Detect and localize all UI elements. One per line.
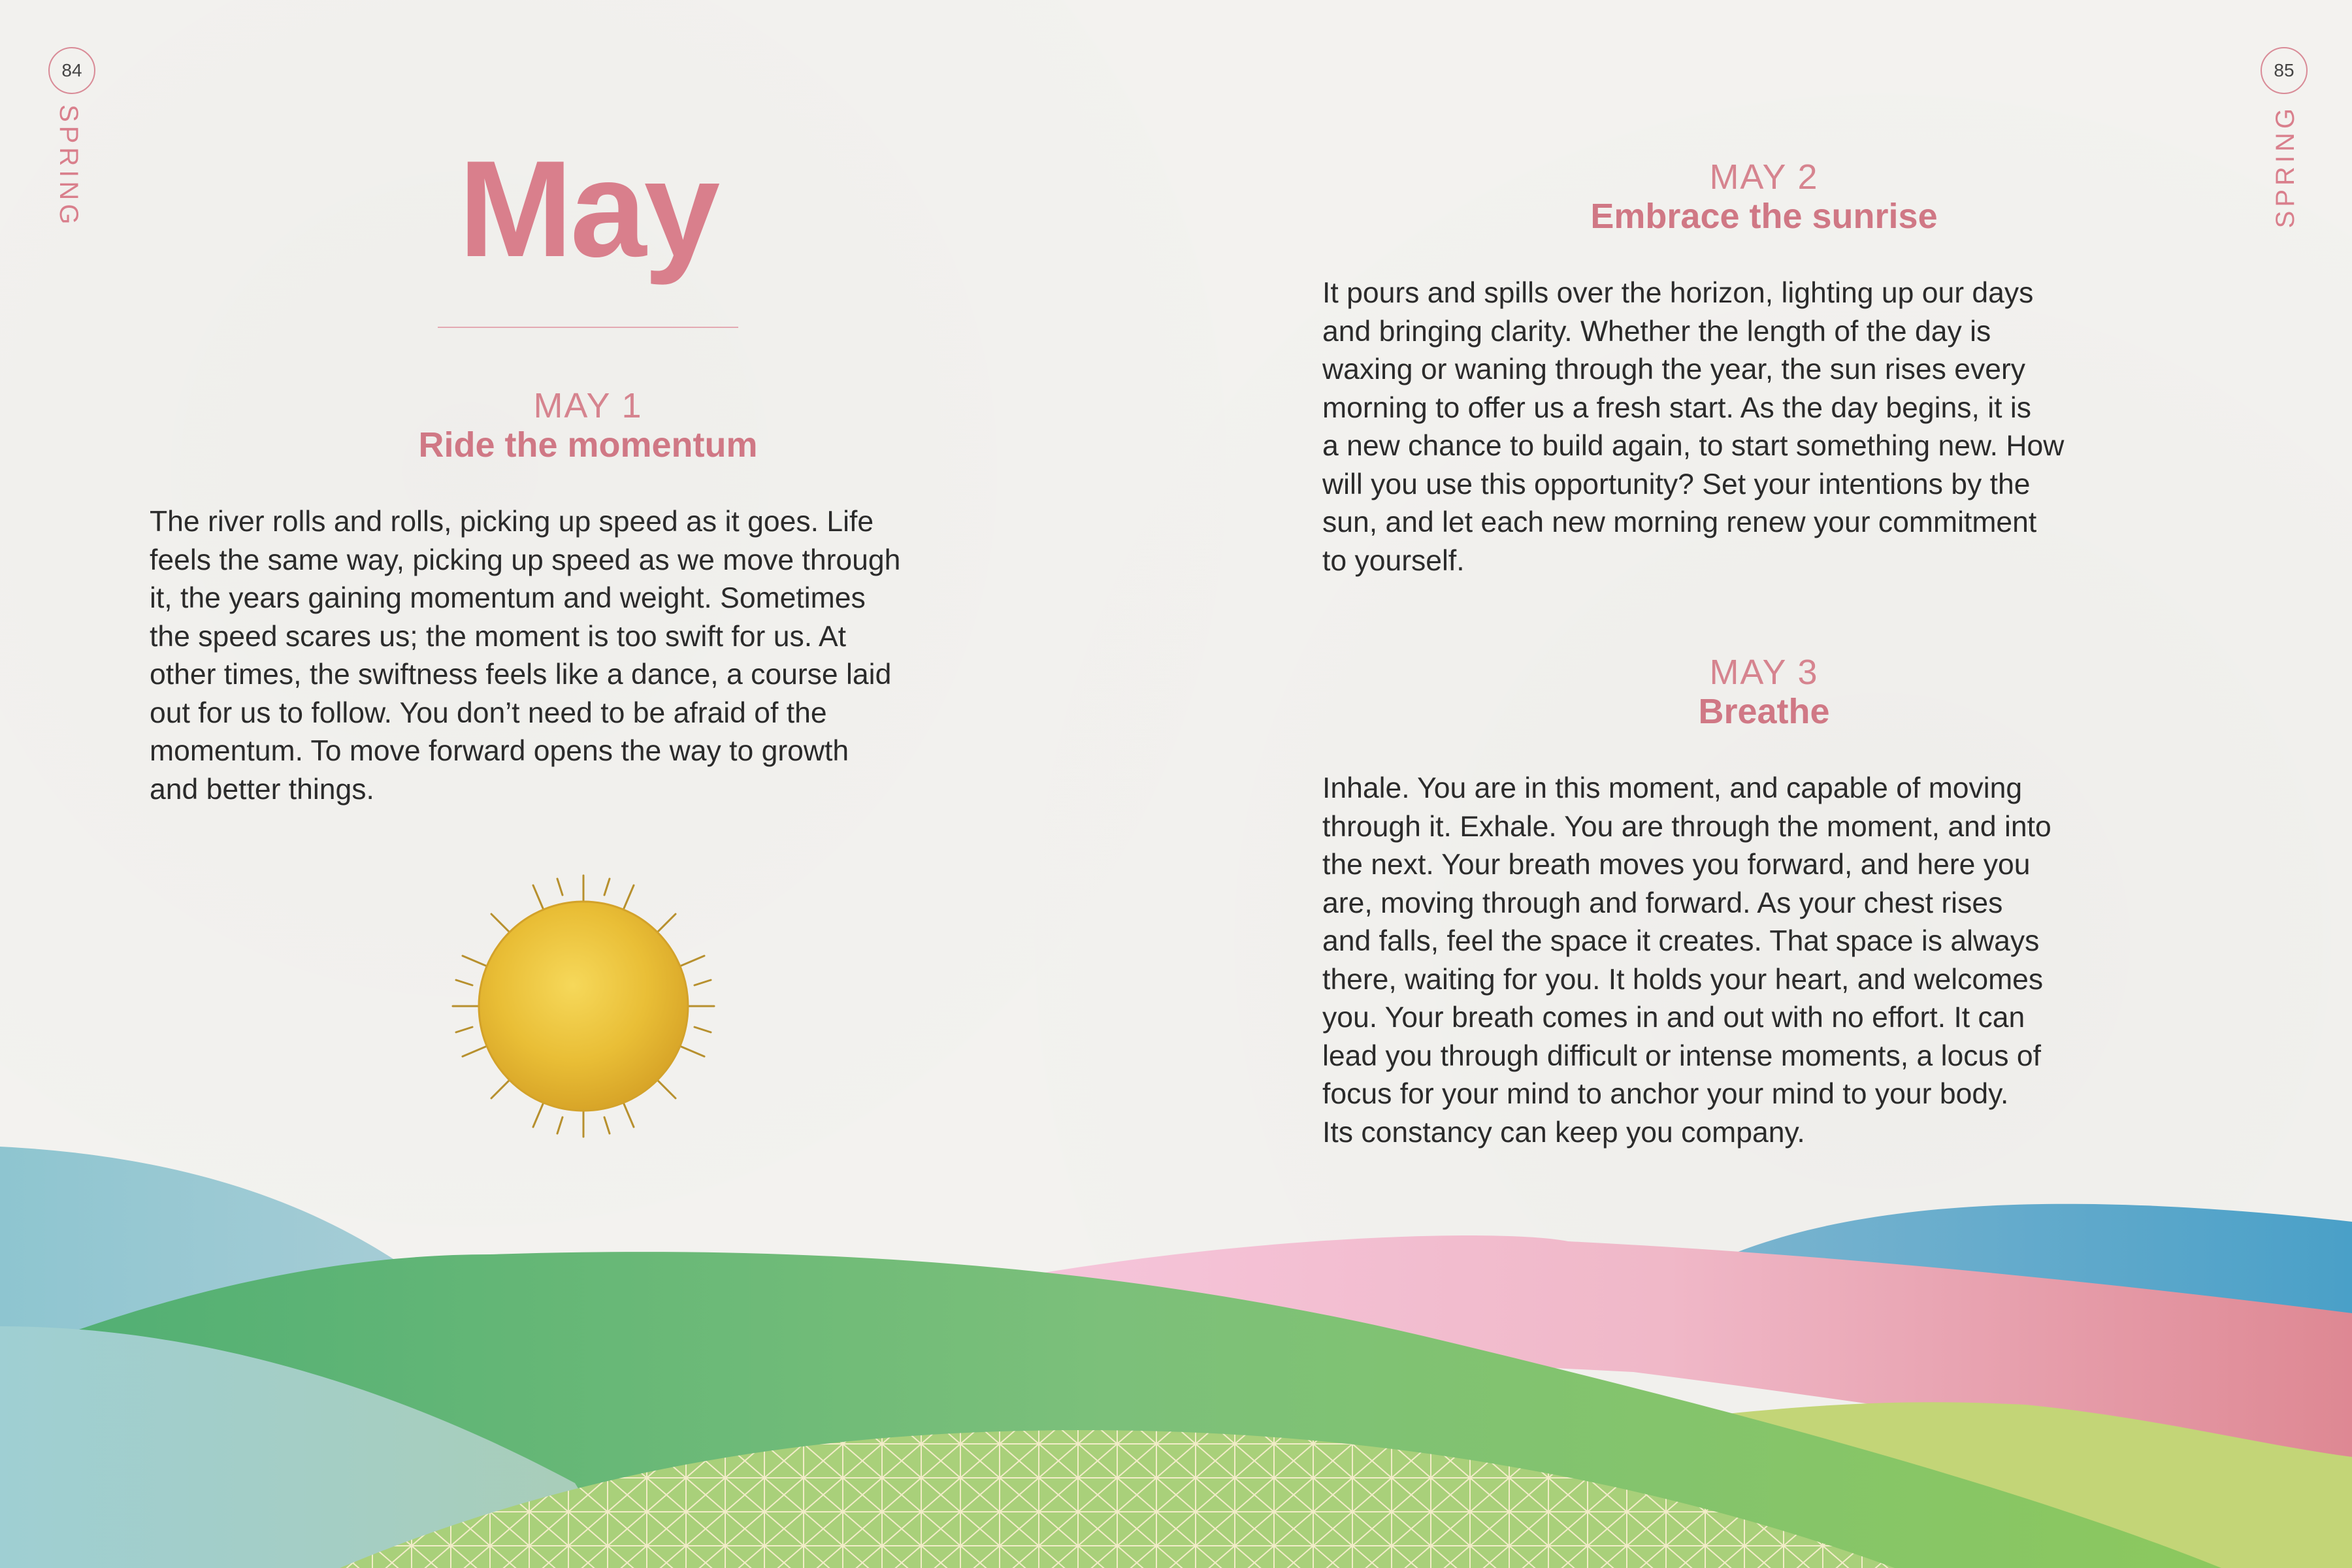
entry-title-may-3: Breathe [1698,692,1830,731]
entry-body-may-1: The river rolls and rolls, picking up speed as it goes. Life feels the same way, picking up speed as we move through it, the years gaining momentum and weight. Sometimes the speed scares us; the moment is too swift for us. At other times, the swiftness feels like a dance, a course laid out for us to follow. You don’t need to be afraid of the momentum. To move forward opens the way to growth and better things. [150,506,901,806]
entry-date-may-3: MAY 3 [1709,653,1819,692]
entry-body-may-2: It pours and spills over the horizon, lighting up our days and bringing clarity. Whether the length of the day is waxing or waning through the year, the sun rises every morning to offer us a fresh start. As the day begins, it is a new chance to build again, to start something new. How will you use this opportunity? Set your intentions by the sun, and let each new morning renew your commitment to yourself. [1322,277,2065,577]
season-label-left: SPRING [54,105,83,229]
entry-body-may-3: Inhale. You are in this moment, and capable of moving through it. Exhale. You are through the moment, and into the next. Your breath moves you forward, and here you are, moving through and forward. As your chest rises and falls, feel the space it creates. That space is always there, waiting for you. It holds your heart, and welcomes you. Your breath comes in and out with no effort. It can lead you through difficult or intense moments, a locus of focus for your mind to anchor your mind to your body. Its constancy can keep you company. [1322,772,2051,1149]
entry-title-may-2: Embrace the sunrise [1590,197,1938,236]
sun-icon [453,875,714,1137]
entry-date-may-2: MAY 2 [1709,157,1819,197]
page-number-right: 85 [2261,47,2308,94]
landscape-hills [0,1147,2352,1568]
month-title: May [458,132,718,286]
entry-title-may-1: Ride the momentum [418,425,758,465]
season-label-right: SPRING [2271,105,2300,229]
entry-date-may-1: MAY 1 [533,386,643,425]
page-number-left: 84 [48,47,95,94]
